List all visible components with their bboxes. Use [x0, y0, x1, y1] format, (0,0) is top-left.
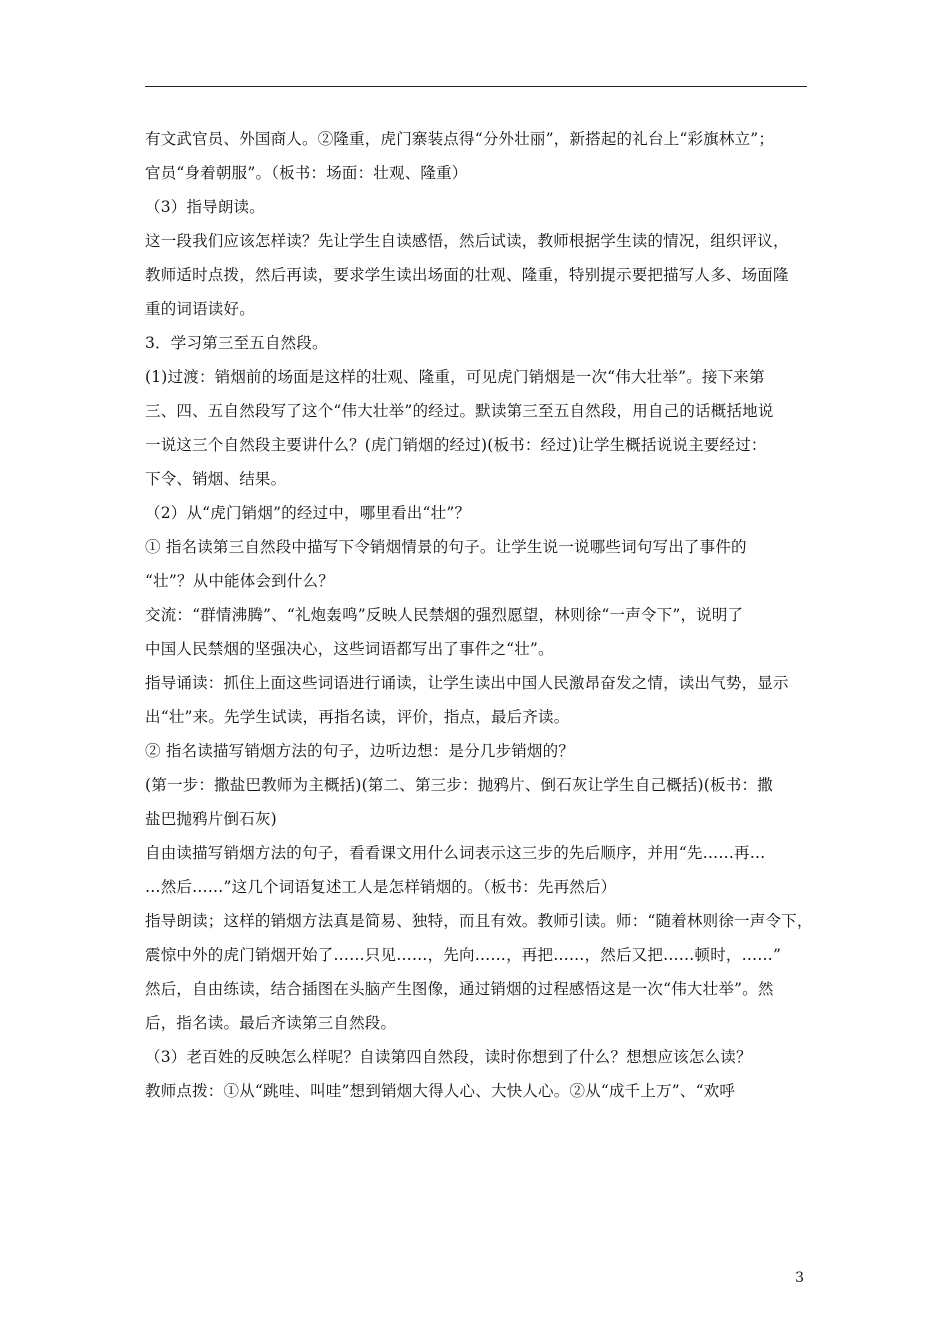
text-line: 震惊中外的虎门销烟开始了……只见……，先向……，再把……，然后又把……顿时，……” [145, 946, 782, 964]
text-line: …然后……”这几个词语复述工人是怎样销烟的。（板书：先再然后） [145, 878, 617, 896]
text-line: 出“壮”来。先学生试读，再指名读，评价，指点，最后齐读。 [145, 708, 570, 726]
text-line: 一说这三个自然段主要讲什么？(虎门销烟的经过)(板书：经过)让学生概括说说主要经过： [145, 436, 767, 454]
text-line: (第一步：撒盐巴教师为主概括)(第二、第三步：抛鸦片、倒石灰让学生自己概括)(板书：撒 [145, 776, 773, 794]
text-line: （2）从“虎门销烟”的经过中，哪里看出“壮”？ [145, 504, 471, 522]
text-line: 官员“身着朝服”。（板书：场面：壮观、隆重） [145, 164, 468, 182]
text-line: （3）指导朗读。 [145, 198, 265, 216]
text-line: “壮”？从中能体会到什么？ [145, 572, 334, 590]
text-line: 下令、销烟、结果。 [145, 470, 287, 488]
text-line: 中国人民禁烟的坚强决心，这些词语都写出了事件之“壮”。 [145, 640, 554, 658]
text-line: 3．学习第三至五自然段。 [145, 334, 328, 352]
page-number: 3 [795, 1270, 804, 1286]
text-line: 指导朗读；这样的销烟方法真是简易、独特，而且有效。教师引读。师：“随着林则徐一声令下， [145, 912, 813, 930]
text-line: 指导诵读：抓住上面这些词语进行诵读，让学生读出中国人民激昂奋发之情，读出气势，显示 [145, 674, 789, 692]
text-line: 这一段我们应该怎样读？先让学生自读感悟，然后试读，教师根据学生读的情况，组织评议， [145, 232, 789, 250]
text-line: 盐巴抛鸦片倒石灰) [145, 810, 277, 828]
text-line: 自由读描写销烟方法的句子，看看课文用什么词表示这三步的先后顺序，并用“先……再… [145, 844, 766, 862]
text-line: 后，指名读。最后齐读第三自然段。 [145, 1014, 397, 1032]
text-line: 然后，自由练读，结合插图在头脑产生图像，通过销烟的过程感悟这是一次“伟大壮举”。然 [145, 980, 774, 998]
text-line: 有文武官员、外国商人。②隆重，虎门寨装点得“分外壮丽”，新搭起的礼台上“彩旗林立”； [145, 130, 775, 148]
text-line: 三、四、五自然段写了这个“伟大壮举”的经过。默读第三至五自然段，用自己的话概括地说 [145, 402, 774, 420]
text-line: 教师点拨：①从“跳哇、叫哇”想到销烟大得人心、大快人心。②从“成千上万”、“欢呼 [145, 1082, 736, 1100]
text-line: （3）老百姓的反映怎么样呢？自读第四自然段，读时你想到了什么？想想应该怎么读？ [145, 1048, 752, 1066]
document-body [145, 122, 813, 1108]
header-rule [145, 86, 807, 87]
text-line: 交流：“群情沸腾”、“礼炮轰鸣”反映人民禁烟的强烈愿望，林则徐“一声令下”，说明了 [145, 606, 744, 624]
text-line: (1)过渡：销烟前的场面是这样的壮观、隆重，可见虎门销烟是一次“伟大壮举”。接下来第 [145, 368, 765, 386]
text-line: 教师适时点拨，然后再读，要求学生读出场面的壮观、隆重，特别提示要把描写人多、场面隆 [145, 266, 789, 284]
text-line: ① 指名读第三自然段中描写下令销烟情景的句子。让学生说一说哪些词句写出了事件的 [145, 538, 747, 556]
text-line: ② 指名读描写销烟方法的句子，边听边想：是分几步销烟的？ [145, 742, 575, 760]
text-line: 重的词语读好。 [145, 300, 255, 318]
